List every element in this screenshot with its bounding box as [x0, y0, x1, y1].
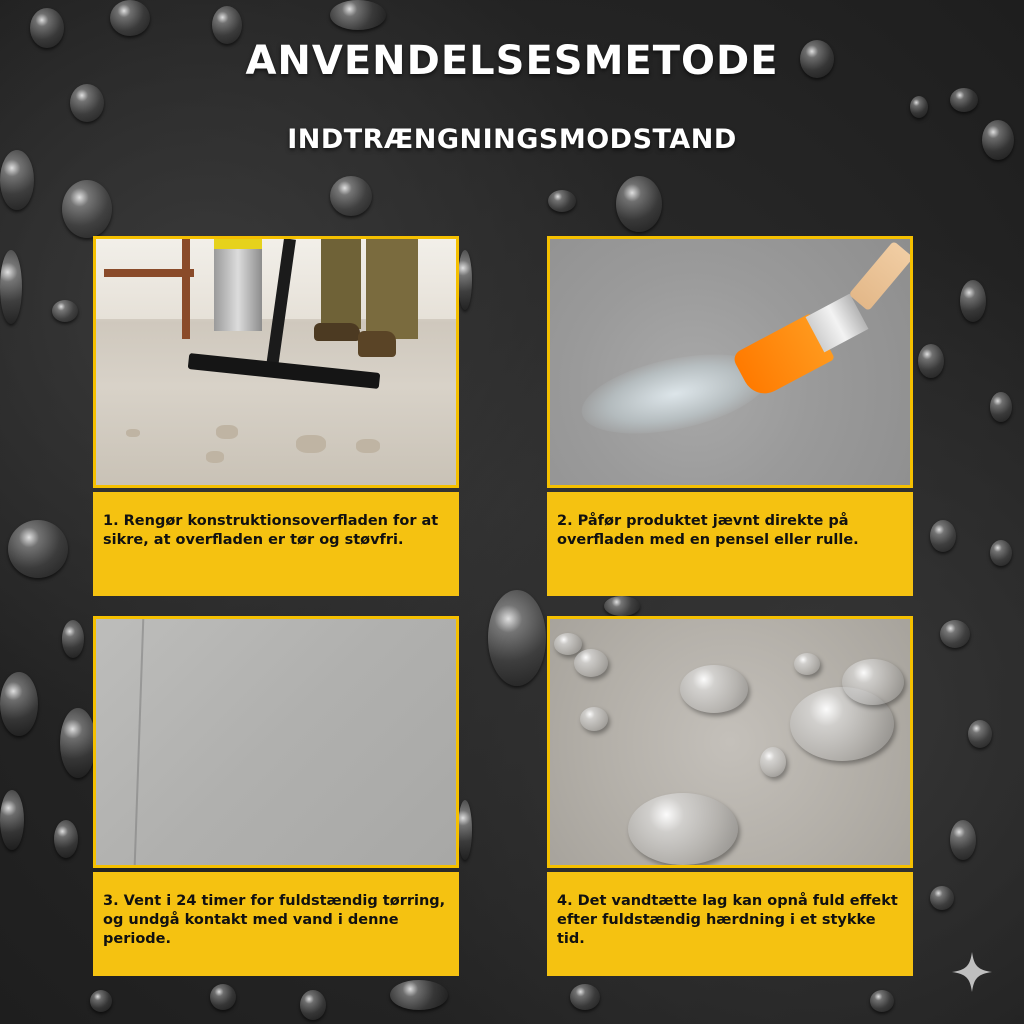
step-4-photo-water-beads	[547, 616, 913, 868]
sparkle-icon	[950, 950, 994, 994]
step-1-caption: 1. Rengør konstruktionsoverfladen for at sikre, at overfladen er tør og støvfri.	[93, 492, 459, 596]
step-2-photo-brushing	[547, 236, 913, 488]
step-2-caption: 2. Påfør produktet jævnt direkte på overfladen med en pensel eller rulle.	[547, 492, 913, 596]
step-1-photo-vacuuming	[93, 236, 459, 488]
step-3-caption: 3. Vent i 24 timer for fuldstændig tørring, og undgå kontakt med vand i denne periode.	[93, 872, 459, 976]
step-4-caption: 4. Det vandtætte lag kan opnå fuld effekt efter fuldstændig hærdning i et stykke tid.	[547, 872, 913, 976]
step-3-photo-drying-surface	[93, 616, 459, 868]
page-subtitle: INDTRÆNGNINGSMODSTAND	[287, 124, 737, 155]
page-title: ANVENDELSESMETODE	[245, 38, 779, 84]
